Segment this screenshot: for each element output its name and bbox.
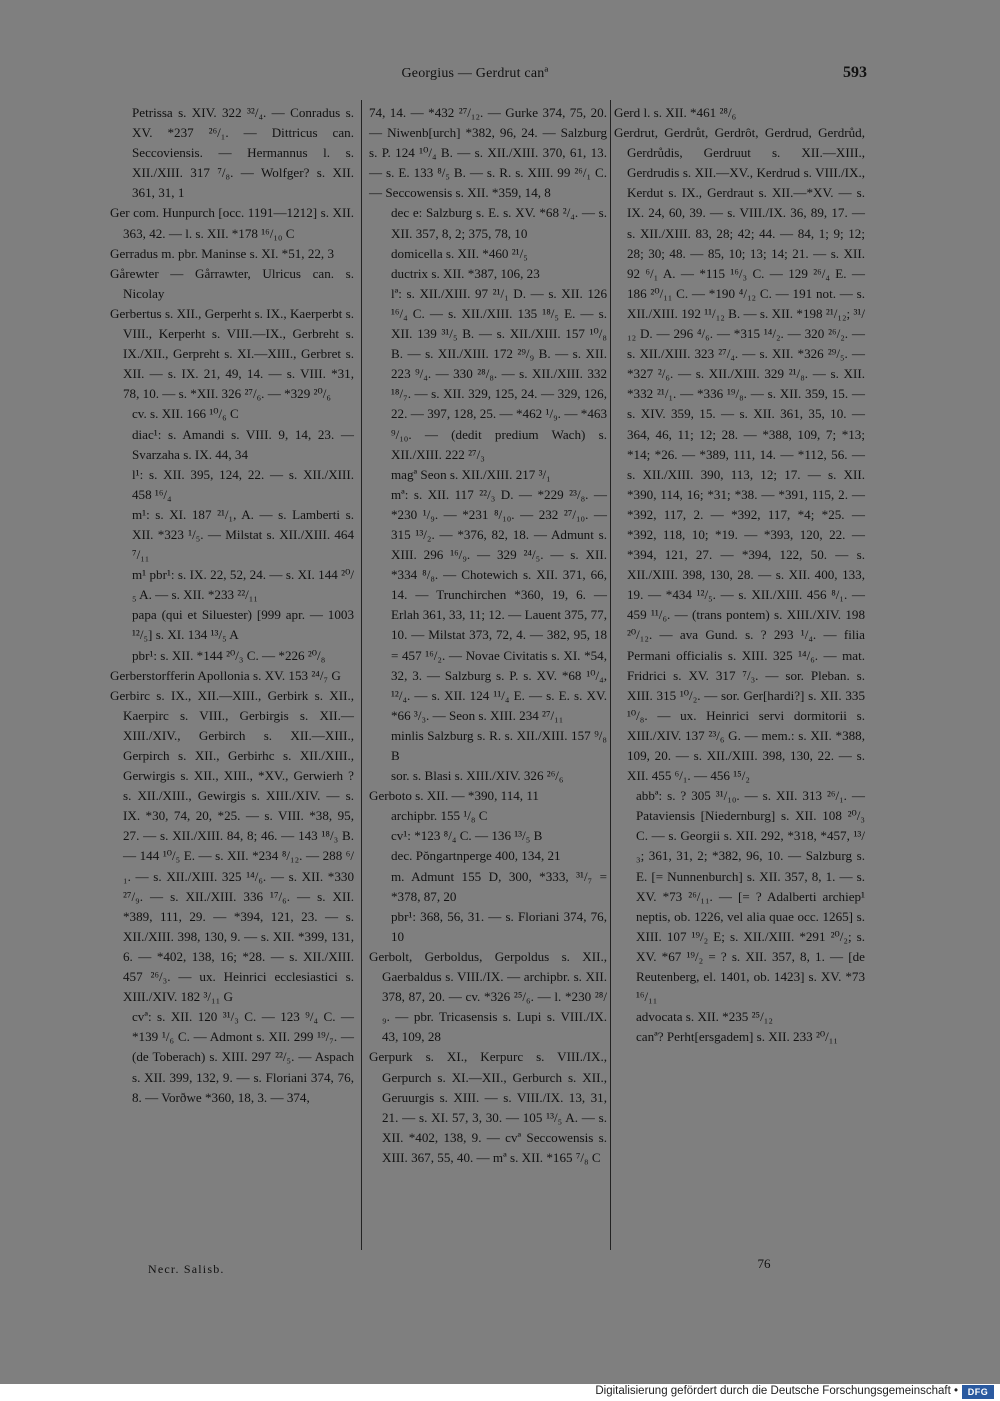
column-divider [610, 100, 611, 1250]
register-entry: Gårewter — Gårrawter, Ulricus can. s. Nicolay [110, 265, 354, 301]
text-column-1 [110, 103, 354, 1108]
register-entry: pbr¹: s. XII. *144 ²⁰/₃ C. — *226 ²⁰/₈ [132, 647, 326, 663]
register-entry: Gerbertus s. XII., Gerperht s. IX., Kaerperbt s. VIII., Kerperht s. VIII.—IX., Gerbreht s. IX./XII., Gerpreht s. XI.—XIII., Gerbret s. XII. — s. IX. 21, 49, 14. — s. VIII. *31, 78, 10. — s. *XII. 326 ²⁷/₆. — *329 ²⁰/₆ [110, 305, 354, 402]
register-entry: m¹: s. XI. 187 ²¹/₁, A. — s. Lamberti s. XII. *323 ¹/₅. — Milstat s. XII./XIII. 464 ⁷/₁₁ [132, 506, 354, 563]
register-entry: Gerradus m. pbr. Maninse s. XI. *51, 22, 3 [110, 245, 335, 261]
register-entry: papa (qui et Siluester) [999 apr. — 1003 ¹²/₅] s. XI. 134 ¹³/₅ A [132, 607, 354, 643]
register-entry: Gerbolt, Gerboldus, Gerpoldus s. XII., Gaerbaldus s. VIII./IX. — archipbr. s. XII. 378, 87, 20. — cv. *326 ²⁵/₆. — l. *230 ²⁸/₉. — pbr. Tricasensis s. Lupi s. VIII./IX. 43, 109, 28 [369, 948, 607, 1045]
page-number: 593 [843, 64, 867, 81]
register-entry: dec e: Salzburg s. E. s. XV. *68 ²/₄. — s. XII. 357, 8, 2; 375, 78, 10 [391, 205, 607, 241]
register-entry: Gerboto s. XII. — *390, 114, 11 [369, 788, 539, 804]
text-column-2 [369, 103, 607, 1168]
footer-sheet-number: 76 [757, 1256, 771, 1271]
text-column-3 [614, 103, 865, 1047]
register-entry: Ger com. Hunpurch [occ. 1191—1212] s. XII. 363, 42. — l. s. XII. *178 ¹⁶/₁₀ C [110, 205, 354, 241]
register-entry: minlis Salzburg s. R. s. XII./XIII. 157 ⁹/₈ B [391, 727, 607, 763]
register-entry: m. Admunt 155 D, 300, *333, ³¹/₇ = *378, 87, 20 [391, 868, 607, 904]
funding-bar [0, 1384, 1000, 1401]
register-entry: cv¹: *123 ⁸/₄ C. — 136 ¹³/₅ B [391, 828, 543, 844]
register-entry: ductrix s. XII. *387, 106, 23 [391, 265, 540, 281]
register-entry: l¹: s. XII. 395, 124, 22. — s. XII./XIII. 458 ¹⁶/₄ [132, 466, 354, 502]
running-header-title: Georgius — Gerdrut canª [401, 66, 549, 81]
register-entry: mª: s. XII. 117 ²²/₃ D. — *229 ²³/₈. — *230 ¹/₉. — *231 ⁸/₁₀. — 232 ²⁷/₁₀. — 315 ¹³/₂. — *376, 82, 18. — Admunt s. XIII. 296 ¹⁶/₉. — 329 ²⁴/₅. — s. XII. *334 ⁸/₈. — Chotewich s. XII. 371, 66, 14. — Trunchirchen *360, 19, 6. — Erlah 361, 33, 11; 12. — Lauent 375, 77, 10. — Milstat 373, 72, 4. — 382, 95, 18 = 457 ¹⁶/₂. — Novae Civitatis s. XI. *54, 32, 3. — Salzburg s. P. s. XV. *68 ¹⁰/₄, ¹²/₄. — s. XII. 124 ¹¹/₄ E. — s. E. s. XV. *66 ³/₃. — Seon s. XIII. 234 ²⁷/₁₁ [391, 486, 607, 723]
column-divider [361, 100, 362, 1250]
register-entry: m¹ pbr¹: s. IX. 22, 52, 24. — s. XI. 144 ²⁰/₅ A. — s. XII. *233 ²²/₁₁ [132, 567, 354, 603]
register-entry: 74, 14. — *432 ²⁷/₁₂. — Gurke 374, 75, 20. — Niwenb[urch] *382, 96, 24. — Salzburg s. P. 124 ¹⁰/₄ B. — s. XII./XIII. 370, 61, 13. — s. E. 133 ⁸/₅ B. — s. R. s. XIII. 99 ²⁶/₁ C. — Seccowensis s. XII. *359, 14, 8 [369, 105, 607, 201]
register-entry: Gerberstorfferin Apollonia s. XV. 153 ²⁴/₇ G [110, 667, 341, 683]
register-entry: Petrissa s. XIV. 322 ³²/₄. — Conradus s. XV. *237 ²⁶/₁. — Dittricus can. Seccoviensis. — Hermannus l. s. XII./XIII. 317 ⁷/₈. — Wolfger? s. XII. 361, 31, 1 [132, 105, 354, 201]
register-entry: cvª: s. XII. 120 ³¹/₃ C. — 123 ⁹/₄ C. — *139 ¹/₆ C. — Admont s. XII. 299 ¹⁹/₇. — (de Toberach) s. XIII. 297 ²²/₅. — Aspach s. XII. 399, 132, 9. — s. Floriani 374, 76, 8. — Vorðwe *360, 18, 3. — 374, [132, 1009, 354, 1105]
register-entry: Gerd l. s. XII. *461 ²⁸/₆ [614, 105, 737, 120]
register-entry: lª: s. XII./XIII. 97 ²¹/₁ D. — s. XII. 126 ¹⁶/₄ C. — s. XII./XIII. 135 ¹⁸/₅ E. — s. XII. 139 ³¹/₅ B. — s. XII./XIII. 157 ¹⁰/₈ B. — s. XII./XIII. 172 ²⁹/₉ B. — s. XII. 223 ⁹/₄. — 330 ²⁸/₈. — s. XII./XIII. 332 ¹⁸/₇. — s. XII. 329, 125, 24. — 329, 126, 22. — 397, 128, 25. — *462 ¹/₉. — *463 ⁹/₁₀. — (dedit predium Wach) s. XII./XIII. 222 ²⁷/₃ [391, 285, 607, 462]
register-entry: Gerdrut, Gerdrůt, Gerdrôt, Gerdrud, Gerdrůd, Gerdrůdis, Gerdruut s. XII.—XIII., Gerdrudis s. XII.—XV., Kerdrud s. VIII./IX., Kerdut s. IX., Gerdraut s. XII.—*XV. — s. IX. 24, 60, 39. — s. VIII./IX. 36, 89, 17. — s. XII./XIII. 83, 28; 42; 44. — 84, 1; 9; 12; 28; 30; 48. — 85, 10; 13; 14; 21. — s. XII. 92 ⁶/₁ A. — *115 ¹⁶/₃ C. — 129 ²⁶/₄ E. — 186 ²⁰/₁₁ C. — *190 ⁴/₁₂ C. — 191 not. — s. XII./XIII. 192 ¹¹/₁₂ B. — s. XII. *198 ²¹/₁₂; ³¹/₁₂ D. — 296 ⁴/₆. — *315 ¹⁴/₂. — 320 ²⁶/₂. — s. XII./XIII. 323 ²⁷/₄. — s. XII. *326 ²⁹/₅. — *327 ²/₆. — s. XII./XIII. 329 ²¹/₈. — s. XII. *332 ²¹/₁. — *336 ¹⁹/₈. — s. XII. 359, 15. — s. XIV. 359, 15. — s. XII. 361, 35, 10. — 364, 46, 11; 12; 28. — *388, 109, 7; *13; *14; *26. — *389, 111, 14. — *112, 56. — s. XII./XIII. 390, 113, 12; 17. — s. XII. *390, 114, 16; *31; *38. — *391, 115, 2. — *392, 117, 2. — *392, 117, *4; *25. — *392, 118, 10; *19. — *393, 120, 22. — *394, 121, 27. — *394, 122, 50. — s. XII./XIII. 398, 130, 28. — s. XII. 400, 133, 19. — *434 ¹²/₅. — s. XII./XIII. 456 ⁸/₁. — 459 ¹¹/₆. — (trans pontem) s. XIII./XIV. 198 ²⁰/₁₂. — ava Gund. s. ? 293 ¹/₄. — filia Permani officialis s. XIII. 325 ¹⁴/₆. — mat. Fridrici s. XV. 317 ⁷/₃. — sor. Pleban. s. XIII. 315 ¹⁰/₂. — sor. Ger[hardi?] s. XII. 335 ¹⁰/₈. — ux. Heinrici servi dormitorii s. XIII./XIV. 137 ²³/₆ G. — mem.: s. XII. *388, 109, 20. — s. XII./XIII. 398, 130, 22. — s. XII. 455 ⁶/₁. — 456 ¹⁵/₂ [614, 125, 865, 784]
dfg-logo: DFG [962, 1385, 994, 1399]
register-entry: abbª: s. ? 305 ³¹/₁₀. — s. XII. 313 ²⁶/₁. — Pataviensis [Niedernburg] s. XII. 108 ²⁰/₃ C. — s. Georgii s. XII. 292, *318, *457, ¹³/₃; 361, 31, 2; *382, 96, 10. — Salzburg s. E. [= Nunnenburch] s. XII. 357, 8, 1. — s. XV. *73 ²⁶/₁₁. — [= ? Adalberti archiep¹ neptis, ob. 1226, vel alia quae occ. 1265] s. XIII. 107 ¹⁹/₂ E; s. XII./XIII. *291 ²⁰/₂; s. XV. *67 ¹⁹/₂ = ? s. XII. 357, 8, 1. — [de Reutenberg, el. 1401, ob. 1423] s. XV. *73 ¹⁶/₁₁ [636, 788, 865, 1005]
funding-note: Digitalisierung gefördert durch die Deutsche Forschungsgemeinschaft • [595, 1385, 958, 1397]
footer-signature: Necr. Salisb. [148, 1262, 225, 1276]
register-entry: dec. Pŏngartnperge 400, 134, 21 [391, 848, 561, 864]
register-entry: pbr¹: 368, 56, 31. — s. Floriani 374, 76, 10 [391, 908, 607, 944]
register-entry: sor. s. Blasi s. XIII./XIV. 326 ²⁶/₆ [391, 768, 564, 784]
register-entry: Gerpurk s. XI., Kerpurc s. VIII./IX., Gerpurch s. XI.—XII., Gerburch s. XII., Geruurgis s. XIII. — s. VIII./IX. 13, 31, 21. — s. XI. 57, 3, 30. — 105 ¹³/₅ A. — s. XII. *402, 138, 9. — cvª Seccowensis s. XIII. 367, 55, 40. — mª s. XII. *165 ⁷/₈ C [369, 1049, 607, 1165]
register-entry: advocata s. XII. *235 ²⁵/₁₂ [636, 1009, 773, 1025]
register-entry: cv. s. XII. 166 ¹⁰/₆ C [132, 406, 239, 422]
register-entry: canª? Perht[ersgadem] s. XII. 233 ²⁰/₁₁ [636, 1029, 838, 1045]
register-entry: magª Seon s. XII./XIII. 217 ³/₁ [391, 466, 551, 482]
register-entry: archipbr. 155 ¹/₈ C [391, 808, 488, 824]
register-entry: domicella s. XII. *460 ²¹/₅ [391, 245, 528, 261]
register-entry: Gerbirc s. IX., XII.—XIII., Gerbirk s. XII., Kaerpirc s. VIII., Gerbirgis s. XII.—XIII./XIV., Gerbirch s. XII.—XIII., Gerpirch s. XII., Gerbirhc s. XII./XIII., Gerwirgis s. XII., XIII., *XV., Gerwierh ? s. XII./XIII., Gewirgis s. XIII./XIV. — s. IX. *30, 74, 20, *25. — s. VIII. *38, 95, 27. — s. XII./XIII. 84, 8; 46. — 143 ¹⁸/₃ B. — 144 ¹⁰/₅ E. — s. XII. *234 ⁸/₁₂. — 288 ⁶/₁. — s. XII./XIII. 325 ¹⁴/₆. — s. XII. *330 ²⁷/₉. — s. XII./XIII. 336 ¹⁷/₆. — s. XII. *389, 111, 29. — *394, 121, 23. — s. XII./XIII. 398, 130, 9. — s. XII. *399, 131, 6. — *402, 138, 16; *28. — s. XII./XIII. 457 ²⁶/₃. — ux. Heinrici ecclesiastici s. XIII./XIV. 182 ³/₁₁ G [110, 687, 354, 1005]
register-entry: diac¹: s. Amandi s. VIII. 9, 14, 23. — Svarzaha s. IX. 44, 34 [132, 426, 354, 462]
